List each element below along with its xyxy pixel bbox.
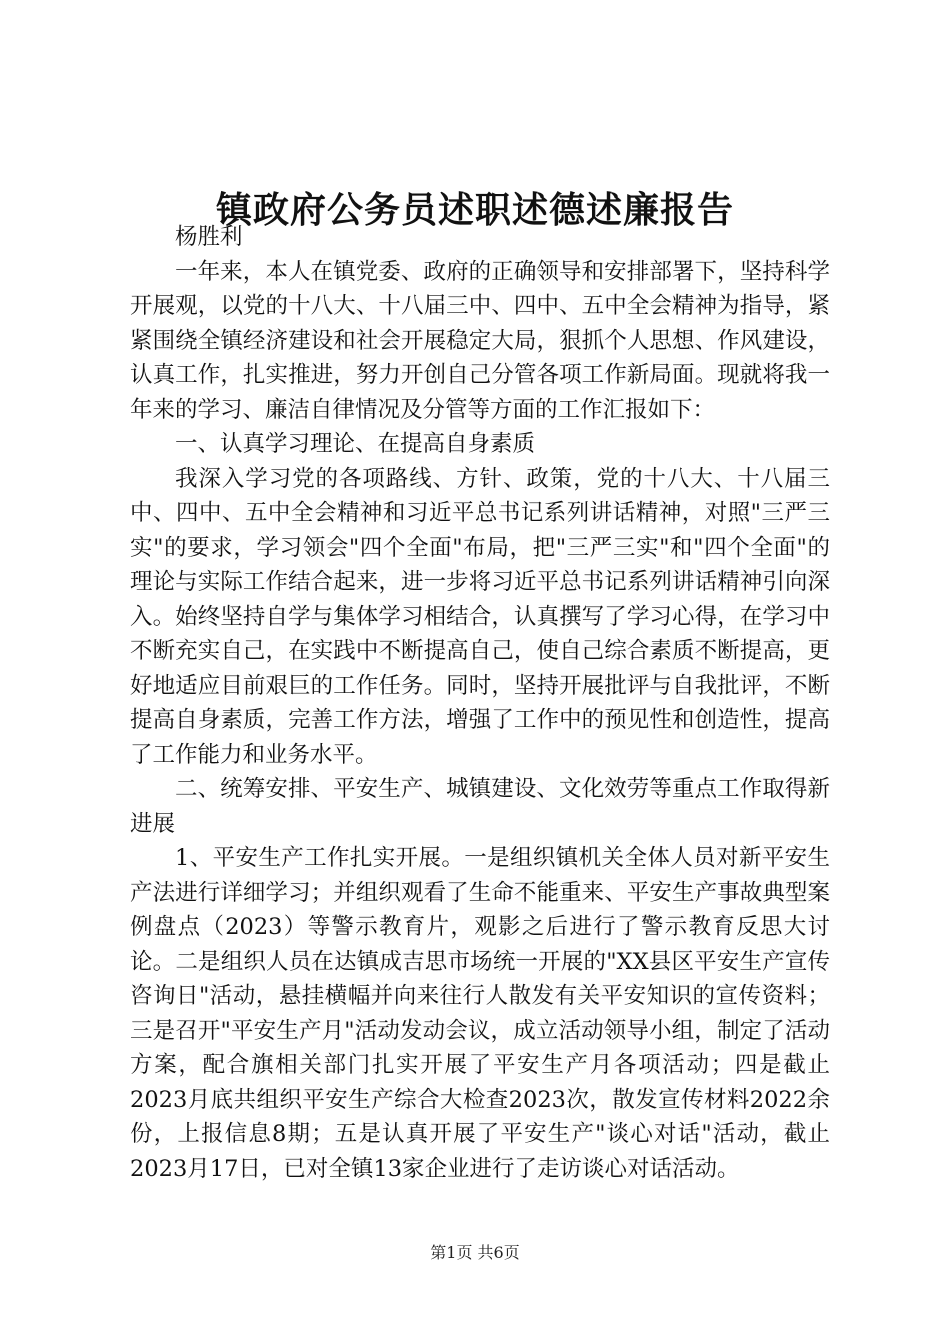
section-heading-2: 二、统筹安排、平安生产、城镇建设、文化效劳等重点工作取得新进展 — [130, 776, 830, 837]
document-body — [130, 220, 830, 1186]
document-title: 镇政府公务员述职述德述廉报告 — [215, 189, 734, 231]
author-name: 杨胜利 — [175, 224, 243, 250]
page-footer: 第1页 共6页 — [430, 1243, 520, 1262]
section-heading-1: 一、认真学习理论、在提高自身素质 — [175, 431, 536, 457]
paragraph-intro: 一年来，本人在镇党委、政府的正确领导和安排部署下，坚持科学开展观，以党的十八大、十八届三中、四中、五中全会精神为指导，紧紧围绕全镇经济建设和社会开展稳定大局，狠抓个人思想、作风建设，认真工作，扎实推进，努力开创自己分管各项工作新局面。现就将我一年来的学习、廉洁自律情况及分管等方面的工作汇报如下： — [130, 258, 830, 423]
paragraph-study: 我深入学习党的各项路线、方针、政策，党的十八大、十八届三中、四中、五中全会精神和习近平总书记系列讲话精神，对照"三严三实"的要求，学习领会"四个全面"布局，把"三严三实"和"四个全面"的理论与实际工作结合起来，进一步将习近平总书记系列讲话精神引向深入。始终坚持自学与集体学习相结合，认真撰写了学习心得，在学习中不断充实自己，在实践中不断提高自己，使自己综合素质不断提高，更好地适应目前艰巨的工作任务。同时，坚持开展批评与自我批评，不断提高自身素质，完善工作方法，增强了工作中的预见性和创造性，提高了工作能力和业务水平。 — [130, 465, 830, 768]
paragraph-safety: 1、平安生产工作扎实开展。一是组织镇机关全体人员对新平安生产法进行详细学习；并组织观看了生命不能重来、平安生产事故典型案例盘点（2023）等警示教育片，观影之后进行了警示教育反思大讨论。二是组织人员在达镇成吉思市场统一开展的"XX县区平安生产宣传咨询日"活动，悬挂横幅并向来往行人散发有关平安知识的宣传资料；三是召开"平安生产月"活动发动会议，成立活动领导小组，制定了活动方案，配合旗相关部门扎实开展了平安生产月各项活动；四是截止2023月底共组织平安生产综合大检查2023次，散发宣传材料2022余份，上报信息8期；五是认真开展了平安生产"谈心对话"活动，截止2023月17日，已对全镇13家企业进行了走访谈心对话活动。 — [130, 845, 830, 1182]
